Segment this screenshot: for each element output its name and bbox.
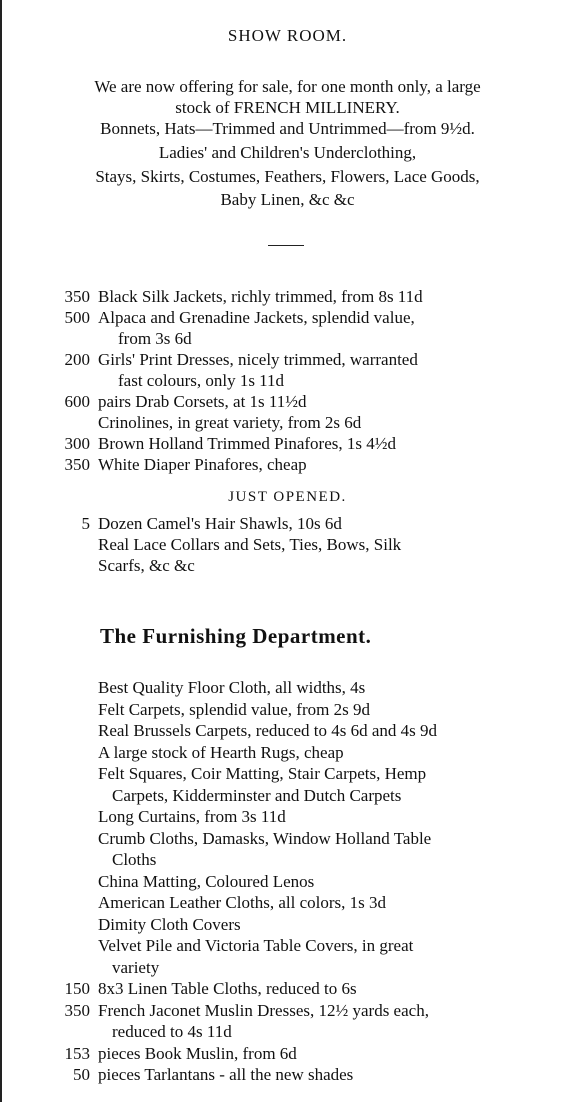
item-quantity: 600 xyxy=(64,392,90,411)
item-description: pairs Drab Corsets, at 1s 11½d xyxy=(98,392,307,411)
stays-line: Stays, Skirts, Costumes, Feathers, Flowers, Lace Goods, xyxy=(95,167,480,186)
item-description-continued: Carpets, Kidderminster and Dutch Carpets xyxy=(112,785,402,805)
item-description: Brown Holland Trimmed Pinafores, 1s 4½d xyxy=(98,434,396,453)
baby-linen-line: Baby Linen, &c &c xyxy=(220,190,355,209)
left-column-rule xyxy=(0,0,2,1102)
bonnets-line: Bonnets, Hats—Trimmed and Untrimmed—from 9½d. xyxy=(100,119,475,138)
item-description: Girls' Print Dresses, nicely trimmed, warranted xyxy=(98,350,418,369)
item-description: pieces Book Muslin, from 6d xyxy=(98,1043,297,1063)
intro-line-1: We are now offering for sale, for one month only, a large xyxy=(94,77,481,96)
item-description-continued: Cloths xyxy=(112,850,157,869)
item-description-continued: fast colours, only 1s 11d xyxy=(118,371,285,390)
item-description-continued: from 3s 6d xyxy=(118,329,192,348)
item-description-continued: Scarfs, &c &c xyxy=(98,556,195,575)
just-opened-heading: JUST OPENED. xyxy=(228,489,347,505)
item-description: Dimity Cloth Covers xyxy=(98,914,241,934)
item-description: Real Lace Collars and Sets, Ties, Bows, Silk xyxy=(98,535,402,554)
item-quantity: 350 xyxy=(64,287,90,306)
item-description: pieces Tarlantans - all the new shades xyxy=(98,1065,354,1084)
item-description: Velvet Pile and Victoria Table Covers, in great xyxy=(98,936,414,955)
underclothing-line: Ladies' and Children's Underclothing, xyxy=(158,143,417,162)
item-description: Felt Carpets, splendid value, from 2s 9d xyxy=(98,699,370,719)
item-quantity: 500 xyxy=(64,308,90,327)
furnishing-department-title: The Furnishing Department. xyxy=(100,624,372,648)
item-description: Real Brussels Carpets, reduced to 4s 6d and 4s 9d xyxy=(98,721,437,740)
item-quantity: 50 xyxy=(73,1065,90,1084)
show-room-title: SHOW ROOM. xyxy=(227,26,348,45)
item-description: China Matting, Coloured Lenos xyxy=(98,871,315,891)
item-description: Felt Squares, Coir Matting, Stair Carpets, Hemp xyxy=(98,764,427,783)
item-description: French Jaconet Muslin Dresses, 12½ yards each, xyxy=(98,1000,429,1020)
item-description: Dozen Camel's Hair Shawls, 10s 6d xyxy=(98,514,342,533)
section-divider xyxy=(268,245,304,246)
item-description: Best Quality Floor Cloth, all widths, 4s xyxy=(98,678,366,697)
item-description: 8x3 Linen Table Cloths, reduced to 6s xyxy=(98,979,357,998)
item-description-continued: variety xyxy=(112,957,160,977)
item-quantity: 200 xyxy=(64,350,90,369)
item-description: Black Silk Jackets, richly trimmed, from 8s 11d xyxy=(98,287,423,306)
item-quantity: 350 xyxy=(64,455,90,474)
item-description: Long Curtains, from 3s 11d xyxy=(98,807,286,826)
item-description: White Diaper Pinafores, cheap xyxy=(98,455,307,474)
item-quantity: 153 xyxy=(64,1043,90,1063)
item-quantity: 150 xyxy=(64,979,90,998)
item-quantity: 5 xyxy=(81,514,90,533)
intro-line-2: stock of FRENCH MILLINERY. xyxy=(175,98,400,117)
item-description: Alpaca and Grenadine Jackets, splendid value, xyxy=(98,308,415,327)
item-description-continued: reduced to 4s 11d xyxy=(112,1022,232,1041)
item-description: Crumb Cloths, Damasks, Window Holland Table xyxy=(98,828,432,848)
item-quantity: 300 xyxy=(64,434,90,453)
item-description: A large stock of Hearth Rugs, cheap xyxy=(98,742,344,762)
item-quantity: 350 xyxy=(64,1000,90,1020)
item-description: Crinolines, in great variety, from 2s 6d xyxy=(98,413,362,432)
item-description: American Leather Cloths, all colors, 1s 3d xyxy=(98,893,386,912)
